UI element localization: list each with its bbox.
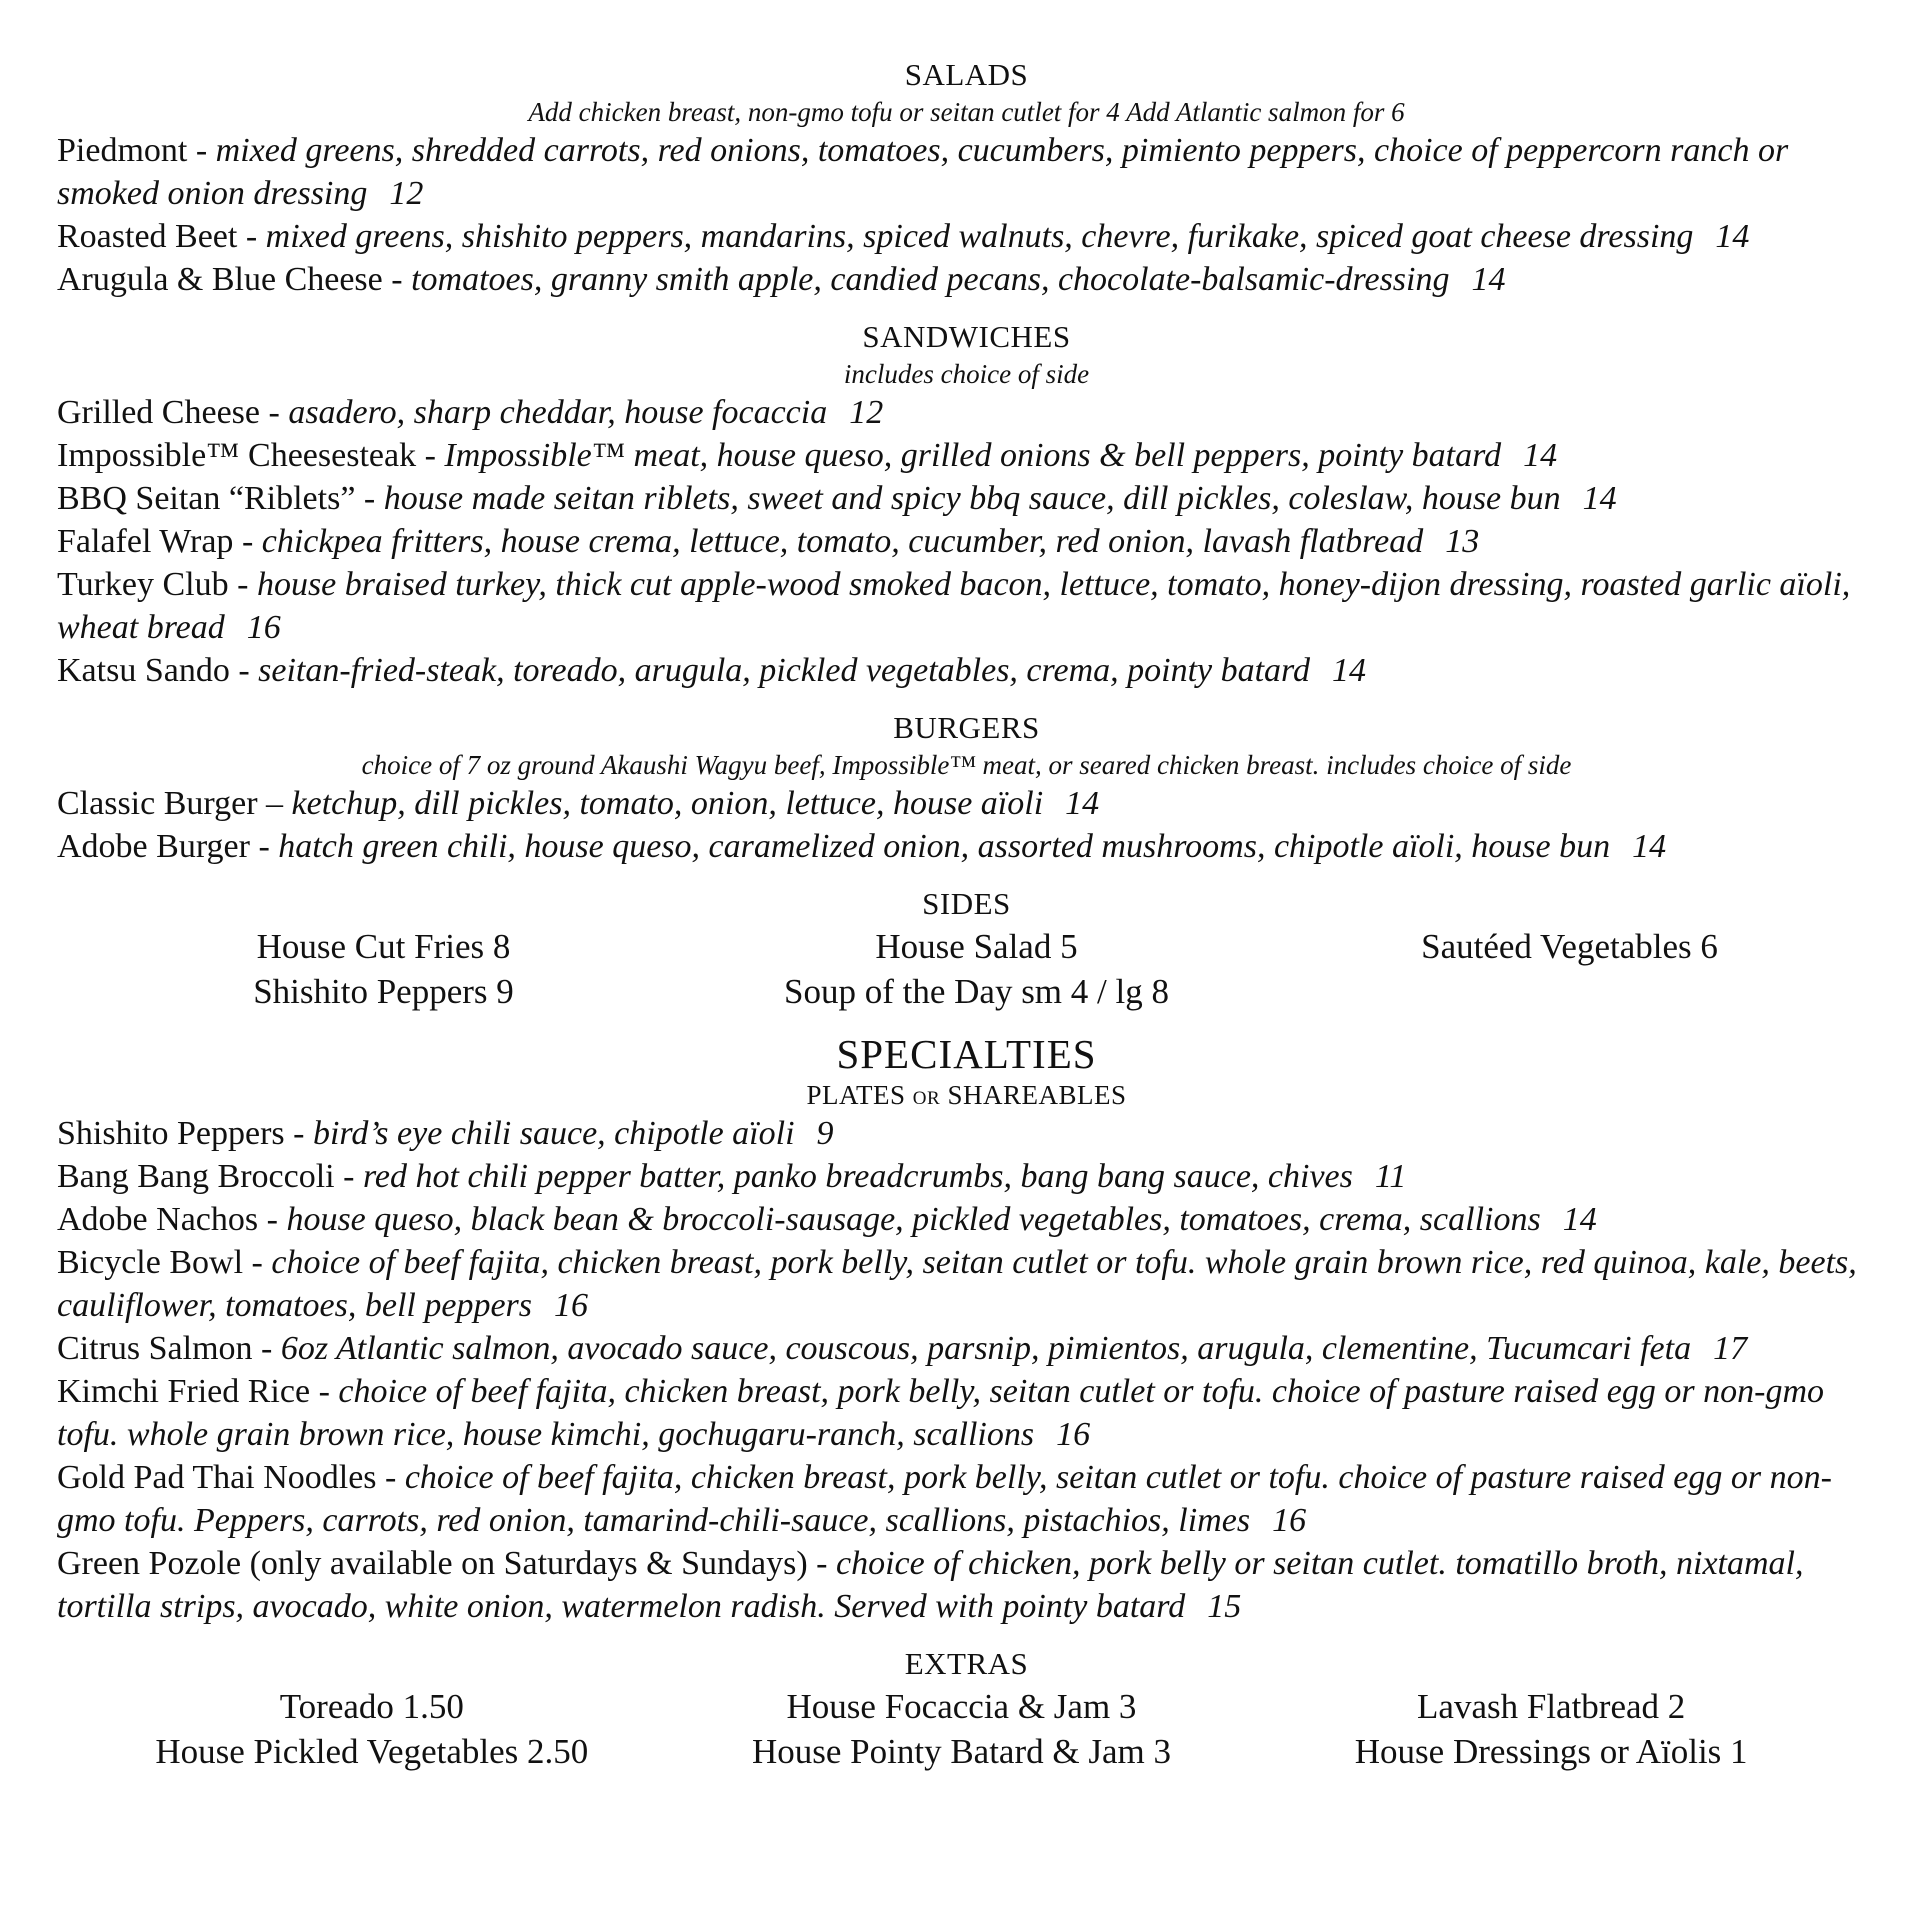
side-item: Shishito Peppers 9 [253,972,514,1011]
item-name: Shishito Peppers [57,1115,285,1152]
item-name: BBQ Seitan “Riblets” [57,480,356,517]
item-name: Impossible™ Cheesesteak [57,437,417,474]
sides-title: SIDES [922,886,1011,921]
item-price: 14 [1632,828,1667,865]
item-name: Classic Burger [57,785,258,822]
burgers-title: BURGERS [893,710,1040,745]
menu-item [57,1198,1876,1241]
item-description: asadero, sharp cheddar, house focaccia [288,394,828,431]
item-name: Arugula & Blue Cheese [57,261,383,298]
side-item: House Salad 5 [875,927,1078,966]
item-name: Bang Bang Broccoli [57,1158,335,1195]
specialties-title: SPECIALTIES [836,1031,1097,1077]
menu-item [57,215,1876,258]
item-price: 14 [1582,480,1617,517]
extra-item: House Pickled Vegetables 2.50 [155,1732,589,1771]
item-description: bird’s eye chili sauce, chipotle aïoli [312,1115,795,1152]
item-separator: - [355,480,384,517]
item-price: 16 [246,609,281,646]
item-description: choice of beef fajita, chicken breast, pork belly, seitan cutlet or tofu. choice of pasture raised egg or non-gmo tofu. Peppers, carrots, red onion, tamarind-chili-sauce, scallions, pistachios, limes [57,1459,1832,1539]
item-separator: - [807,1545,836,1582]
item-separator: - [376,1459,405,1496]
item-separator: - [260,394,289,431]
item-name: Piedmont [57,132,188,169]
menu-item [57,434,1876,477]
menu-item [57,1327,1876,1370]
menu-item [57,825,1876,868]
item-price: 11 [1374,1158,1407,1195]
extra-item: Lavash Flatbread 2 [1417,1687,1686,1726]
menu-item [57,649,1876,692]
item-name: Adobe Nachos [57,1201,259,1238]
item-price: 16 [554,1287,589,1324]
item-description: choice of beef fajita, chicken breast, pork belly, seitan cutlet or tofu. choice of pasture raised egg or non-gmo tofu. whole grain brown rice, house kimchi, gochugaru-ranch, scallions [57,1373,1824,1453]
extras-title: EXTRAS [904,1646,1029,1681]
menu-item [57,520,1876,563]
item-price: 13 [1445,523,1480,560]
item-name: Gold Pad Thai Noodles [57,1459,377,1496]
item-separator: - [334,1158,363,1195]
salads-title: SALADS [904,57,1029,92]
item-separator: - [258,1201,287,1238]
item-separator: - [310,1373,339,1410]
item-separator: - [229,652,259,689]
item-name: Grilled Cheese [57,394,260,431]
menu-item [57,1370,1876,1456]
item-description: choice of chicken, pork belly or seitan cutlet. tomatillo broth, nixtamal, tortilla strips, avocado, white onion, watermelon radish. Served with pointy batard [57,1545,1804,1625]
item-price: 16 [1056,1416,1091,1453]
item-price: 14 [1715,218,1750,255]
item-description: seitan-fried-steak, toreado, arugula, pickled vegetables, crema, pointy batard [258,652,1311,689]
item-separator: - [382,261,412,298]
extra-item: Toreado 1.50 [279,1687,464,1726]
item-name: Roasted Beet [57,218,238,255]
item-name: Adobe Burger [57,828,250,865]
menu-item [57,477,1876,520]
menu-item [57,258,1876,301]
item-name: Falafel Wrap [57,523,234,560]
item-price: 14 [1065,785,1100,822]
item-separator: - [187,132,216,169]
item-separator: - [243,1244,272,1281]
menu-item [57,1542,1876,1628]
side-item [1283,969,1856,1014]
side-item: Soup of the Day sm 4 / lg 8 [784,972,1169,1011]
item-separator: - [233,523,262,560]
item-price: 14 [1471,261,1506,298]
side-item: House Cut Fries 8 [256,927,511,966]
extra-item: House Dressings or Aïolis 1 [1354,1732,1748,1771]
menu-item [57,1241,1876,1327]
item-description: 6oz Atlantic salmon, avocado sauce, couscous, parsnip, pimientos, arugula, clementine, Tucumcari feta [280,1330,1692,1367]
extra-item: House Focaccia & Jam 3 [786,1687,1137,1726]
item-separator: - [249,828,279,865]
item-description: mixed greens, shishito peppers, mandarins, spiced walnuts, chevre, furikake, spiced goat cheese dressing [265,218,1694,255]
item-price: 14 [1332,652,1367,689]
item-description: mixed greens, shredded carrots, red onions, tomatoes, cucumbers, pimiento peppers, choice of peppercorn ranch or smoked onion dressing [57,132,1789,212]
menu-item [57,1456,1876,1542]
item-name: Citrus Salmon [57,1330,253,1367]
item-description: chickpea fritters, house crema, lettuce, tomato, cucumber, red onion, lavash flatbread [261,523,1424,560]
item-price: 15 [1207,1588,1242,1625]
item-separator: - [228,566,257,603]
item-description: house queso, black bean & broccoli-sausage, pickled vegetables, tomatoes, crema, scallions [286,1201,1541,1238]
item-price: 16 [1272,1502,1307,1539]
extra-item: House Pointy Batard & Jam 3 [751,1732,1171,1771]
item-description: ketchup, dill pickles, tomato, onion, lettuce, house aïoli [291,785,1044,822]
item-description: tomatoes, granny smith apple, candied pecans, chocolate-balsamic-dressing [411,261,1450,298]
item-separator: - [237,218,266,255]
specialties-subtitle: PLATES or SHAREABLES [806,1080,1127,1110]
item-description: red hot chili pepper batter, panko breadcrumbs, bang bang sauce, chives [362,1158,1353,1195]
item-description: Impossible™ meat, house queso, grilled onions & bell peppers, pointy batard [444,437,1502,474]
extras-grid [57,1684,1876,1774]
menu-item [57,129,1876,215]
side-item: Sautéed Vegetables 6 [1421,927,1718,966]
menu-item [57,782,1876,825]
item-name: Green Pozole (only available on Saturdays & Sundays) [57,1545,808,1582]
item-price: 14 [1562,1201,1597,1238]
item-description: hatch green chili, house queso, caramelized onion, assorted mushrooms, chipotle aïoli, house bun [278,828,1611,865]
item-separator: - [284,1115,313,1152]
menu-item [57,1112,1876,1155]
menu-item [57,391,1876,434]
burgers-note: choice of 7 oz ground Akaushi Wagyu beef, Impossible™ meat, or seared chicken breast. includes choice of side [361,750,1572,780]
item-price: 17 [1713,1330,1748,1367]
item-name: Bicycle Bowl [57,1244,244,1281]
item-description: choice of beef fajita, chicken breast, pork belly, seitan cutlet or tofu. whole grain brown rice, red quinoa, kale, beets, cauliflower, tomatoes, bell peppers [57,1244,1857,1324]
salads-note: Add chicken breast, non-gmo tofu or seitan cutlet for 4 Add Atlantic salmon for 6 [528,97,1405,127]
item-price: 12 [849,394,884,431]
item-name: Kimchi Fried Rice [57,1373,311,1410]
sandwiches-title: SANDWICHES [862,319,1071,354]
item-separator: - [416,437,445,474]
item-price: 12 [389,175,424,212]
item-name: Katsu Sando [57,652,230,689]
item-name: Turkey Club [57,566,229,603]
item-description: house braised turkey, thick cut apple-wood smoked bacon, lettuce, tomato, honey-dijon dressing, roasted garlic aïoli, wheat bread [57,566,1851,646]
item-separator: - [252,1330,281,1367]
item-separator: – [257,785,292,822]
menu-item [57,1155,1876,1198]
item-price: 14 [1523,437,1558,474]
menu-item [57,563,1876,649]
item-price: 9 [816,1115,834,1152]
sandwiches-note: includes choice of side [843,359,1090,389]
item-description: house made seitan riblets, sweet and spicy bbq sauce, dill pickles, coleslaw, house bun [383,480,1561,517]
sides-grid [57,924,1876,1014]
